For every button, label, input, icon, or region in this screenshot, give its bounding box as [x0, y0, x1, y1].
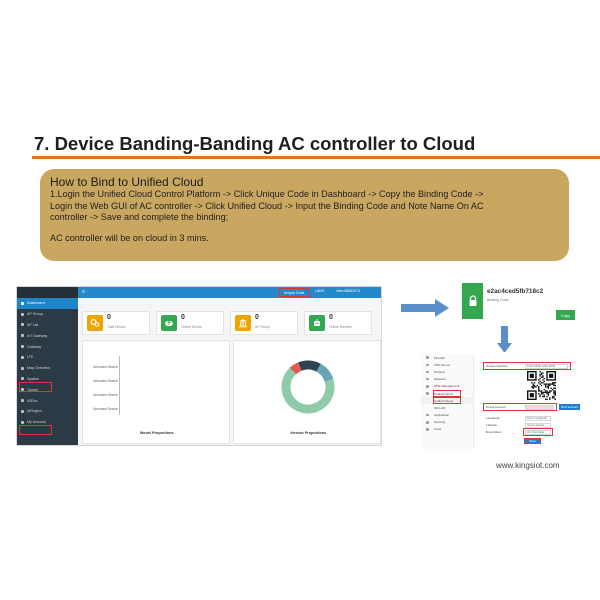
qr-module [549, 383, 550, 384]
qr-module [542, 375, 543, 376]
qr-module [539, 375, 540, 376]
footer-url: www.kingsiot.com [496, 461, 560, 470]
vpn-icon [426, 364, 429, 367]
arrow-right-icon [401, 299, 449, 317]
robot-icon [309, 315, 325, 331]
sidebar-item-label: Map Overview [27, 366, 50, 371]
stat-label: Total Device [107, 325, 126, 329]
version-donut [234, 341, 382, 429]
donut-segment [328, 380, 330, 395]
menu-item-firewall[interactable] [421, 354, 473, 361]
qr-module [541, 374, 542, 375]
qr-module [537, 385, 538, 386]
menu-item-label: Unified Cloud [434, 391, 453, 396]
info-note: AC controller will be on cloud in 3 mins. [50, 232, 209, 243]
stat-value: 0 [255, 314, 259, 321]
qr-module [555, 382, 556, 383]
qr-module [533, 385, 534, 386]
arrow-down-icon [497, 326, 512, 353]
version-panel [233, 340, 381, 444]
title-rule [32, 156, 600, 159]
sidebar-item-airegion[interactable] [17, 406, 78, 417]
qr-module [555, 392, 556, 393]
qr-module [544, 378, 545, 379]
dashboard-screenshot [16, 286, 382, 446]
stat-value: 0 [107, 314, 111, 321]
menu-item-label: CPE Management [434, 384, 460, 389]
qr-module [534, 386, 535, 387]
my-account-highlight [19, 425, 52, 435]
cloud-icon [426, 392, 429, 395]
share-icon [21, 356, 24, 359]
chart-icon [21, 334, 24, 337]
group-icon [21, 313, 24, 316]
qr-module [534, 385, 535, 386]
stat-label: Online Member [329, 325, 353, 329]
info-box [40, 169, 569, 261]
qr-module [538, 390, 539, 391]
chevron-icon: › [469, 384, 470, 389]
qr-module [545, 386, 546, 387]
sidebar-item-label: Dashboard [27, 301, 45, 306]
sidebar-item-label: 4SEsc [27, 398, 38, 403]
qr-module [549, 392, 550, 393]
sidebar-item-gateway[interactable] [17, 341, 78, 352]
description-highlight [523, 428, 553, 436]
sidebar-item-ap-list[interactable] [17, 320, 78, 331]
qr-module [541, 392, 542, 393]
chevron-icon: › [469, 362, 470, 367]
chevron-icon: › [469, 391, 470, 396]
qr-module [553, 383, 554, 384]
sidebar-item-label: IoT Gateway [27, 333, 48, 338]
unified-cloud-highlight [433, 390, 461, 397]
menu-item-label: VPN Server [434, 362, 451, 367]
qr-module [545, 399, 546, 400]
sidebar-item-label: Tunnel [27, 387, 38, 392]
qr-module [546, 393, 547, 394]
slide-title: 7. Device Banding-Banding AC controller to Cloud [34, 133, 476, 154]
qr-module [533, 383, 534, 384]
stat-card [230, 311, 298, 335]
info-line: Login the Web GUI of AC controller -> Click Unified Cloud -> Input the Binding Code and Note Name On AC [50, 200, 484, 211]
qr-module [545, 383, 546, 384]
gear-icon [87, 315, 103, 331]
application-icon [426, 414, 429, 417]
save-label: Save [529, 439, 536, 443]
binding-code-label: Binding Code [487, 298, 509, 302]
menu-item-label: Application [434, 413, 450, 418]
copy-label: Copy [560, 312, 571, 318]
qr-module [539, 394, 540, 395]
qr-module [548, 393, 549, 394]
donut-segment [286, 371, 328, 409]
qr-module [542, 392, 543, 393]
unified-cloud-sub-highlight [433, 397, 461, 404]
latitude-input[interactable]: Input Latitude [525, 423, 551, 428]
qr-module [553, 392, 554, 393]
qr-module [542, 396, 543, 397]
cloud-upload-icon [161, 315, 177, 331]
menu-item-label: Hotspot [434, 369, 445, 374]
menu-item-sd-lan[interactable] [421, 404, 473, 411]
sidebar-item-label: System [27, 376, 39, 381]
chevron-icon: › [469, 355, 470, 360]
menu-item-label: Security [434, 420, 446, 425]
latitude-label: Latitude [486, 423, 498, 427]
menu-item-tools[interactable] [421, 426, 473, 433]
qr-module [539, 383, 540, 384]
qr-module [553, 385, 554, 386]
qr-module [541, 393, 542, 394]
grid-icon [21, 399, 24, 402]
qr-module [546, 390, 547, 391]
sidebar-item-dashboard[interactable] [17, 298, 78, 309]
menu-item-security[interactable] [421, 419, 473, 426]
unique-number-field: 1234 5678 1234 5678 [525, 364, 568, 369]
longitude-label: Longitude [486, 416, 500, 420]
qr-module [542, 393, 543, 394]
sidebar-item-label: AIRegion [27, 409, 42, 414]
menu-item-wireless[interactable] [421, 376, 473, 383]
description-label: Description [486, 430, 502, 434]
firewall-icon [426, 356, 429, 359]
model-row-label: Unknown Device [93, 365, 118, 369]
unified-cloud-screenshot [419, 352, 584, 449]
qr-module [539, 371, 540, 372]
security-icon [426, 421, 429, 424]
qr-module [538, 386, 539, 387]
qr-module [555, 399, 556, 400]
menu-item-label: Wireless [434, 377, 446, 382]
qr-module [552, 382, 553, 383]
qr-module [542, 377, 543, 378]
stat-label: AP Group [255, 325, 270, 329]
cpe-icon [426, 385, 429, 388]
binding-code-card [458, 281, 581, 321]
qr-module [555, 390, 556, 391]
qr-module [544, 389, 545, 390]
qr-module [544, 381, 545, 382]
qr-module [542, 382, 543, 383]
sidebar-item-label: My Account [27, 420, 46, 425]
qr-module [531, 386, 532, 387]
qr-module [548, 386, 549, 387]
qr-module [553, 397, 554, 398]
stat-card [304, 311, 372, 335]
qr-module [548, 385, 549, 386]
system-highlight [19, 382, 52, 392]
qr-module [552, 397, 553, 398]
chevron-icon: › [469, 427, 470, 432]
qr-module [545, 385, 546, 386]
info-line: 1.Login the Unified Cloud Control Platform -> Click Unique Code in Dashboard -> Copy the Binding Code -> [50, 189, 484, 199]
qr-module [538, 382, 539, 383]
menu-item-application[interactable] [421, 412, 473, 419]
bind-account-button[interactable] [559, 404, 580, 410]
qr-module [546, 386, 547, 387]
description-input[interactable]: AC Controller [525, 430, 551, 435]
stat-value: 0 [329, 314, 333, 321]
unique-number-label: Unique Number [486, 364, 508, 368]
qr-module [545, 392, 546, 393]
unique-code-label: Unique Code [283, 290, 305, 295]
qr-module [553, 390, 554, 391]
sidebar-item-label: Gateway [27, 344, 42, 349]
chevron-icon: › [469, 413, 470, 418]
qr-module [538, 389, 539, 390]
qr-module [544, 383, 545, 384]
model-row-label: Unknown Device [93, 379, 118, 383]
qr-module [549, 390, 550, 391]
sidebar-item-map-overview[interactable] [17, 363, 78, 374]
qr-module [553, 393, 554, 394]
gear-icon [21, 377, 24, 380]
qr-module [534, 382, 535, 383]
qr-module [541, 385, 542, 386]
menu-icon[interactable]: ≡ [82, 289, 85, 295]
qr-module [539, 390, 540, 391]
qr-module [546, 383, 547, 384]
chevron-icon: › [469, 369, 470, 374]
menu-item-hotspot[interactable] [421, 368, 473, 375]
stat-card [156, 311, 224, 335]
qr-module [538, 388, 539, 389]
qr-module [553, 388, 554, 389]
qr-module [541, 390, 542, 391]
binding-code: e2ac4ced5fb718c2 [487, 288, 544, 295]
qr-module [548, 388, 549, 389]
model-row-label: Unknown Device [93, 393, 118, 397]
tools-icon [426, 428, 429, 431]
qr-module [546, 392, 547, 393]
chevron-icon: › [469, 377, 470, 382]
wifi-icon [426, 378, 429, 381]
cloud-account-field[interactable] [525, 405, 554, 410]
qr-module [539, 381, 540, 382]
qr-module [555, 394, 556, 395]
qr-module [552, 389, 553, 390]
menu-item-label: Firewall [434, 355, 445, 360]
qr-module [544, 394, 545, 395]
dashboard-icon [21, 302, 24, 305]
qr-module [541, 382, 542, 383]
menu-item-cpe-management[interactable] [421, 383, 473, 390]
qr-finder [549, 374, 553, 378]
qr-module [549, 397, 550, 398]
qr-module [542, 372, 543, 373]
menu-item-vpn-server[interactable] [421, 361, 473, 368]
map-icon [21, 367, 24, 370]
stat-card [82, 311, 150, 335]
bind-account-label: Bind account [561, 405, 578, 409]
qr-module [533, 386, 534, 387]
sidebar-item-label: AP Group [27, 312, 43, 317]
version-panel-title: Version Proportions [290, 431, 327, 435]
qr-code [527, 371, 556, 400]
donut-segment [293, 367, 300, 371]
qr-module [549, 385, 550, 386]
qr-module [550, 383, 551, 384]
hotspot-icon [426, 371, 429, 374]
copy-button[interactable] [556, 310, 575, 320]
unique-code-button[interactable] [279, 288, 309, 297]
qr-module [538, 379, 539, 380]
qr-module [549, 399, 550, 400]
menu-item-label: Tools [434, 427, 442, 432]
longitude-input[interactable]: Input Longitude [525, 416, 551, 421]
user-icon [21, 421, 24, 424]
stat-value: 0 [181, 314, 185, 321]
sidebar-item-iot-gateway[interactable] [17, 330, 78, 341]
sidebar-item-label: LTE [27, 355, 34, 360]
qr-module [541, 377, 542, 378]
info-line: controller -> Save and complete the binding; [50, 212, 229, 222]
qr-module [533, 388, 534, 389]
qr-module [546, 399, 547, 400]
qr-module [539, 378, 540, 379]
sidebar-item-4sesc[interactable] [17, 395, 78, 406]
donut-segment [300, 365, 319, 368]
qr-module [552, 396, 553, 397]
model-panel-title: Model Proportions [140, 431, 174, 435]
user-menu[interactable]: User:58882074 [336, 289, 360, 293]
model-axis [119, 356, 120, 415]
qr-module [535, 386, 536, 387]
qr-module [553, 382, 554, 383]
qr-module [548, 383, 549, 384]
qr-module [546, 396, 547, 397]
router-icon [21, 345, 24, 348]
qr-module [544, 396, 545, 397]
top-bar [78, 287, 382, 298]
qr-module [541, 372, 542, 373]
sidebar-logo [17, 287, 78, 298]
qr-module [555, 393, 556, 394]
qr-module [531, 382, 532, 383]
config-menu [421, 354, 474, 449]
sidebar-item-lte[interactable] [17, 352, 78, 363]
save-button[interactable] [524, 438, 541, 444]
building-icon [235, 315, 251, 331]
menu-item-label: SD-LAN [434, 405, 446, 410]
qr-module [548, 394, 549, 395]
qr-module [552, 383, 553, 384]
language-menu[interactable]: LANG [315, 289, 325, 293]
model-panel [82, 340, 230, 444]
sidebar-item-ap-group[interactable] [17, 309, 78, 320]
donut-segment [319, 368, 329, 380]
qr-module [542, 379, 543, 380]
menu-item-label: Unified Cloud [434, 398, 453, 403]
qr-module [555, 385, 556, 386]
info-heading: How to Bind to Unified Cloud [50, 175, 204, 189]
qr-module [555, 388, 556, 389]
region-icon [21, 410, 24, 413]
qr-finder [530, 393, 534, 397]
qr-module [548, 392, 549, 393]
lock-icon [462, 283, 483, 319]
qr-module [550, 388, 551, 389]
list-icon [21, 323, 24, 326]
qr-module [544, 392, 545, 393]
qr-module [538, 393, 539, 394]
chevron-icon: › [469, 420, 470, 425]
qr-module [550, 390, 551, 391]
qr-module [539, 374, 540, 375]
qr-finder [530, 374, 534, 378]
model-row-label: Unknown Device [93, 407, 118, 411]
cloud-account-label: Cloud Account [486, 405, 506, 409]
qr-module [553, 396, 554, 397]
stat-label: Online Device [181, 325, 203, 329]
sidebar-item-label: AP List [27, 322, 39, 327]
qr-module [545, 390, 546, 391]
qr-module [539, 396, 540, 397]
sidebar [17, 287, 78, 446]
